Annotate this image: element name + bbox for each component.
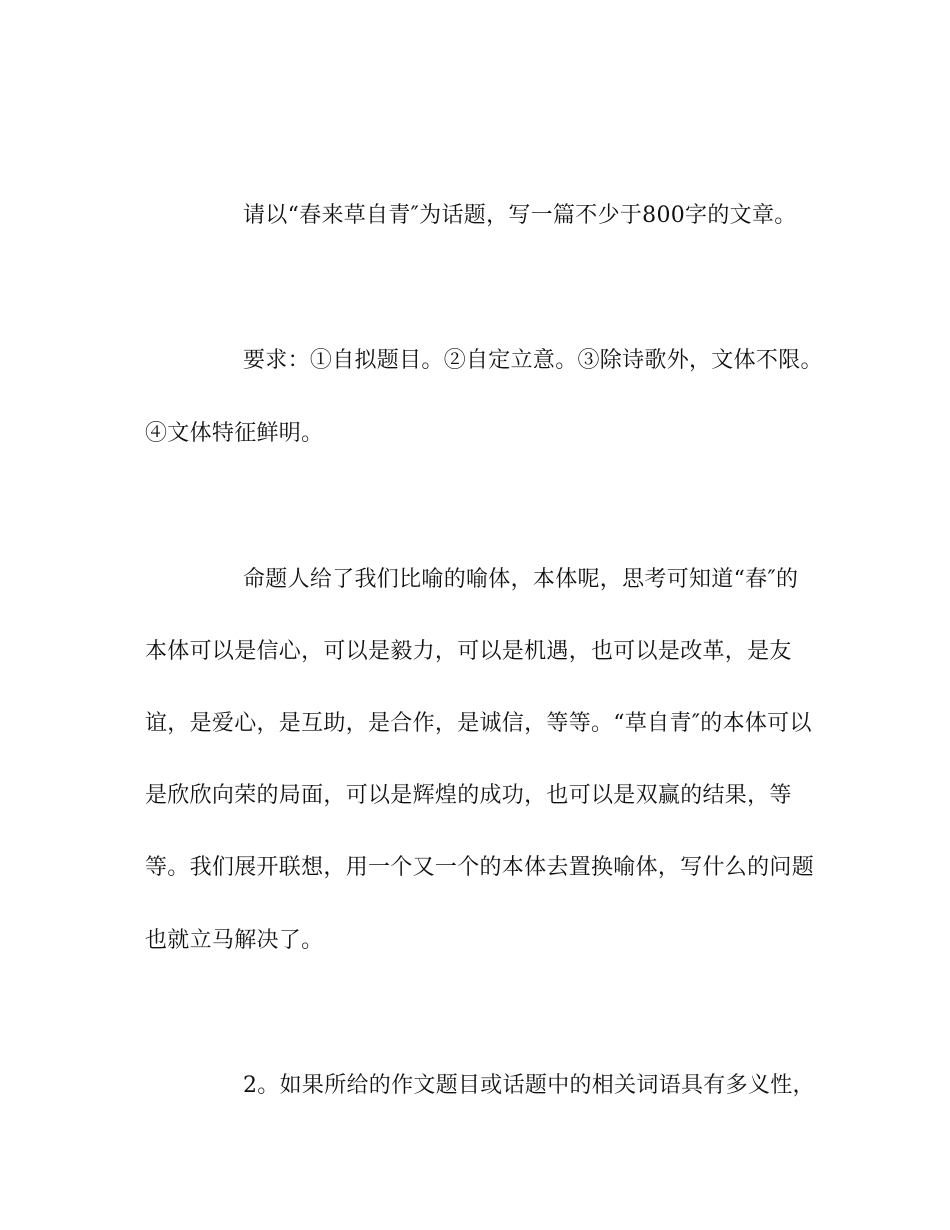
paragraph-1-line-1: 请以“春来草自青″为话题，写一篇不少于800字的文章。 <box>243 203 797 228</box>
paragraph-3-line-2: 本体可以是信心，可以是毅力，可以是机遇，也可以是改革，是友 <box>145 639 792 664</box>
paragraph-3-line-4: 是欣欣向荣的局面，可以是辉煌的成功，也可以是双赢的结果，等 <box>145 783 792 808</box>
paragraph-3-line-1: 命题人给了我们比喻的喻体，本体呢，思考可知道“春″的 <box>243 567 799 592</box>
paragraph-2-line-1: 要求：①自拟题目。②自定立意。③除诗歌外，文体不限。 <box>243 348 823 373</box>
paragraph-2-line-2: ④文体特征鲜明。 <box>145 421 324 446</box>
paragraph-3-line-3: 谊，是爱心，是互助，是合作，是诚信，等等。“草自青″的本体可以 <box>145 711 812 736</box>
paragraph-4-line-1: 2。如果所给的作文题目或话题中的相关词语具有多义性， <box>243 1073 815 1098</box>
paragraph-3-line-6: 也就立马解决了。 <box>145 928 324 953</box>
paragraph-3-line-5: 等。我们展开联想，用一个又一个的本体去置换喻体，写什么的问题 <box>145 855 815 880</box>
